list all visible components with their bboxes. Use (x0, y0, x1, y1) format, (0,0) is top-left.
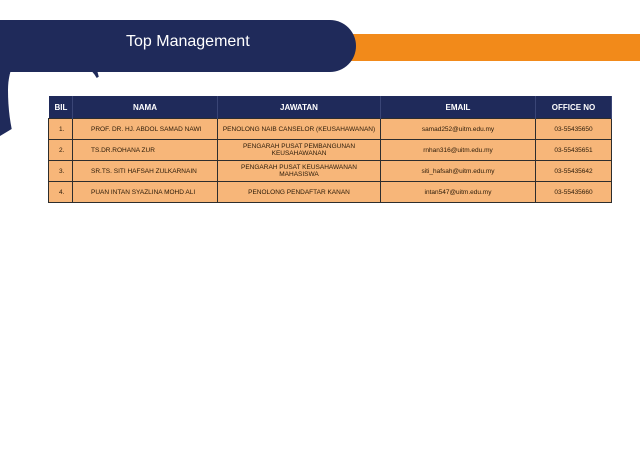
cell-bil: 3. (49, 161, 73, 182)
cell-bil: 4. (49, 182, 73, 203)
cell-email[interactable]: rnhan316@uitm.edu.my (381, 140, 536, 161)
column-header-nama: NAMA (73, 96, 218, 119)
cell-email[interactable]: intan547@uitm.edu.my (381, 182, 536, 203)
table-row (49, 140, 612, 161)
column-header-bil: BIL (49, 96, 73, 119)
cell-office-no: 03-55435660 (536, 182, 612, 203)
cell-office-no: 03-55435642 (536, 161, 612, 182)
table-row (49, 119, 612, 140)
cell-office-no: 03-55435651 (536, 140, 612, 161)
column-header-office-no: OFFICE NO (536, 96, 612, 119)
cell-email[interactable]: samad252@uitm.edu.my (381, 119, 536, 140)
management-table (48, 96, 612, 203)
table-row (49, 161, 612, 182)
cell-jawatan: PENOLONG PENDAFTAR KANAN (218, 182, 381, 203)
table-header-row (49, 96, 612, 119)
page-title: Top Management (126, 33, 250, 50)
cell-bil: 2. (49, 140, 73, 161)
cell-nama: SR.TS. SITI HAFSAH ZULKARNAIN (73, 161, 218, 182)
cell-jawatan: PENOLONG NAIB CANSELOR (KEUSAHAWANAN) (218, 119, 381, 140)
cell-email[interactable]: siti_hafsah@uitm.edu.my (381, 161, 536, 182)
cell-jawatan: PENGARAH PUSAT PEMBANGUNAN KEUSAHAWANAN (218, 140, 381, 161)
column-header-jawatan: JAWATAN (218, 96, 381, 119)
cell-nama: TS.DR.ROHANA ZUR (73, 140, 218, 161)
column-header-email: EMAIL (381, 96, 536, 119)
cell-jawatan: PENGARAH PUSAT KEUSAHAWANAN MAHASISWA (218, 161, 381, 182)
cell-nama: PROF. DR. HJ. ABDOL SAMAD NAWI (73, 119, 218, 140)
header-accent-bar (340, 34, 640, 61)
table-row (49, 182, 612, 203)
cell-nama: PUAN INTAN SYAZLINA MOHD ALI (73, 182, 218, 203)
cell-bil: 1. (49, 119, 73, 140)
cell-office-no: 03-55435650 (536, 119, 612, 140)
